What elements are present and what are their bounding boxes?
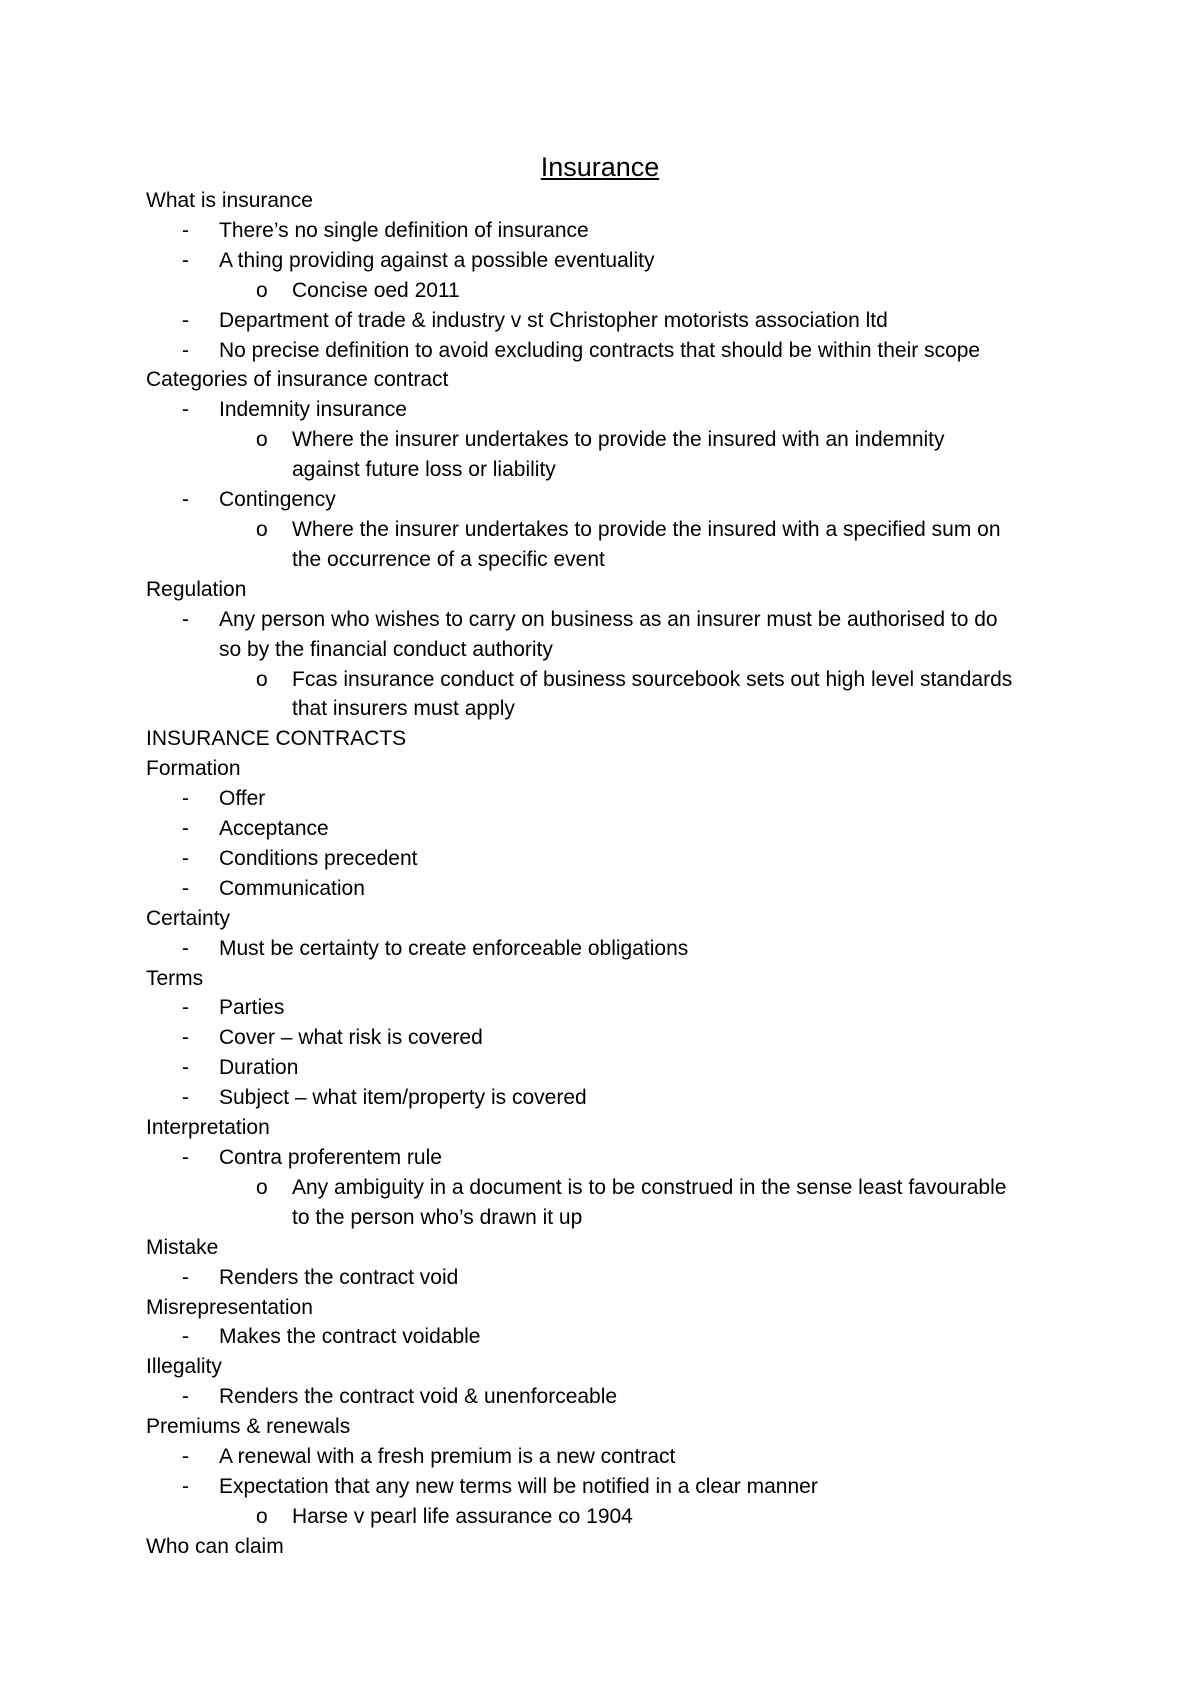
bullet-item (146, 1053, 1066, 1083)
line-text: A thing providing against a possible eventuality (219, 248, 655, 272)
bullet-item (146, 844, 1066, 874)
line-text: Contingency (219, 488, 336, 512)
dash-bullet-marker: - (182, 1026, 189, 1050)
sub-bullet-item (146, 276, 1066, 306)
line-text: Makes the contract voidable (219, 1325, 481, 1349)
line-text: Expectation that any new terms will be notified in a clear manner (219, 1474, 818, 1498)
dash-bullet-marker: - (182, 1086, 189, 1110)
dash-bullet-marker: - (182, 218, 189, 242)
line-text: Offer (219, 787, 266, 811)
line-text: Who can claim (146, 1534, 284, 1558)
line-text: Contra proferentem rule (219, 1146, 442, 1169)
section-heading (146, 1412, 1066, 1442)
bullet-item (146, 216, 1066, 246)
dash-bullet-marker: - (182, 996, 189, 1020)
dash-bullet-marker: - (182, 876, 189, 900)
bullet-item (146, 1083, 1066, 1113)
notes-content (146, 186, 1066, 1562)
dash-bullet-marker: - (182, 338, 189, 362)
bullet-item (146, 1322, 1066, 1352)
bullet-item (146, 1143, 1066, 1173)
sub-bullet-item (146, 425, 1066, 455)
line-text: the occurrence of a specific event (292, 547, 605, 571)
list-item-continuation (146, 1203, 1066, 1233)
dash-bullet-marker: - (182, 1146, 189, 1169)
line-text: Illegality (146, 1355, 222, 1379)
bullet-item (146, 874, 1066, 904)
list-item-continuation (146, 455, 1066, 485)
line-text: Duration (219, 1056, 299, 1080)
sub-bullet-item (146, 665, 1066, 695)
dash-bullet-marker: - (182, 488, 189, 512)
section-heading (146, 186, 1066, 216)
line-text: Indemnity insurance (219, 398, 407, 422)
line-text: Must be certainty to create enforceable obligations (219, 936, 689, 960)
line-text: What is insurance (146, 189, 313, 212)
section-heading (146, 365, 1066, 395)
section-heading (146, 964, 1066, 994)
dash-bullet-marker: - (182, 398, 189, 422)
bullet-item (146, 1472, 1066, 1502)
line-text: Renders the contract void & unenforceable (219, 1385, 618, 1409)
line-text: Regulation (146, 577, 247, 601)
dash-bullet-marker: - (182, 1385, 189, 1409)
line-text: Communication (219, 876, 365, 900)
line-text: No precise definition to avoid excluding contracts that should be within their scope (219, 338, 981, 362)
section-heading (146, 904, 1066, 934)
dash-bullet-marker: - (182, 248, 189, 272)
dash-bullet-marker: - (182, 1056, 189, 1080)
bullet-item (146, 395, 1066, 425)
bullet-item (146, 605, 1066, 635)
bullet-item (146, 814, 1066, 844)
line-text: Certainty (146, 906, 231, 930)
line-text: Renders the contract void (219, 1265, 459, 1289)
bullet-item (146, 1382, 1066, 1412)
line-text: Harse v pearl life assurance co 1904 (292, 1504, 633, 1528)
bullet-item (146, 485, 1066, 515)
list-item-continuation (146, 545, 1066, 575)
dash-bullet-marker: - (182, 846, 189, 870)
line-text: Mistake (146, 1235, 219, 1259)
circle-bullet-marker: o (256, 278, 268, 302)
line-text: Any person who wishes to carry on business as an insurer must be authorised to do (219, 607, 998, 631)
circle-bullet-marker: o (256, 1504, 268, 1528)
line-text: INSURANCE CONTRACTS (146, 727, 407, 751)
bullet-item (146, 1442, 1066, 1472)
list-item-continuation (146, 694, 1066, 724)
dash-bullet-marker: - (182, 787, 189, 811)
circle-bullet-marker: o (256, 667, 268, 691)
line-text: Subject – what item/property is covered (219, 1086, 587, 1110)
bullet-item (146, 993, 1066, 1023)
bullet-item (146, 784, 1066, 814)
line-text: Premiums & renewals (146, 1415, 351, 1439)
page-title: Insurance (540, 152, 660, 182)
section-heading (146, 1352, 1066, 1382)
line-text: Formation (146, 757, 241, 781)
bullet-item (146, 336, 1066, 366)
line-text: Fcas insurance conduct of business sourcebook sets out high level standards (292, 667, 1013, 691)
list-item-continuation (146, 635, 1066, 665)
line-text: Interpretation (146, 1116, 270, 1140)
section-heading (146, 1233, 1066, 1263)
section-heading (146, 754, 1066, 784)
dash-bullet-marker: - (182, 936, 189, 960)
line-text: Cover – what risk is covered (219, 1026, 483, 1050)
line-text: Where the insurer undertakes to provide the insured with a specified sum on (292, 517, 1001, 541)
line-text: Department of trade & industry v st Christopher motorists association ltd (219, 308, 888, 332)
line-text: Misrepresentation (146, 1295, 313, 1319)
dash-bullet-marker: - (182, 1445, 189, 1469)
line-text: Acceptance (219, 817, 329, 841)
bullet-item (146, 1263, 1066, 1293)
section-heading (146, 1293, 1066, 1323)
line-text: Any ambiguity in a document is to be construed in the sense least favourable (292, 1175, 1007, 1199)
line-text: Conditions precedent (219, 846, 418, 870)
section-heading (146, 1113, 1066, 1143)
line-text: so by the financial conduct authority (219, 637, 553, 661)
dash-bullet-marker: - (182, 607, 189, 631)
line-text: Categories of insurance contract (146, 368, 449, 392)
section-heading (146, 1532, 1066, 1562)
line-text: against future loss or liability (292, 458, 556, 482)
bullet-item (146, 306, 1066, 336)
dash-bullet-marker: - (182, 308, 189, 332)
section-heading (146, 724, 1066, 754)
bullet-item (146, 934, 1066, 964)
bullet-item (146, 1023, 1066, 1053)
sub-bullet-item (146, 515, 1066, 545)
line-text: Parties (219, 996, 285, 1020)
circle-bullet-marker: o (256, 517, 268, 541)
line-text: A renewal with a fresh premium is a new contract (219, 1445, 676, 1469)
dash-bullet-marker: - (182, 1474, 189, 1498)
dash-bullet-marker: - (182, 1325, 189, 1349)
dash-bullet-marker: - (182, 817, 189, 841)
line-text: that insurers must apply (292, 697, 515, 721)
line-text: to the person who’s drawn it up (292, 1205, 583, 1229)
sub-bullet-item (146, 1502, 1066, 1532)
dash-bullet-marker: - (182, 1265, 189, 1289)
line-text: Where the insurer undertakes to provide the insured with an indemnity (292, 428, 945, 452)
line-text: There’s no single definition of insurance (219, 218, 589, 242)
line-text: Concise oed 2011 (292, 278, 460, 302)
sub-bullet-item (146, 1173, 1066, 1203)
line-text: Terms (146, 966, 204, 990)
bullet-item (146, 246, 1066, 276)
section-heading (146, 575, 1066, 605)
circle-bullet-marker: o (256, 428, 268, 452)
circle-bullet-marker: o (256, 1175, 268, 1199)
